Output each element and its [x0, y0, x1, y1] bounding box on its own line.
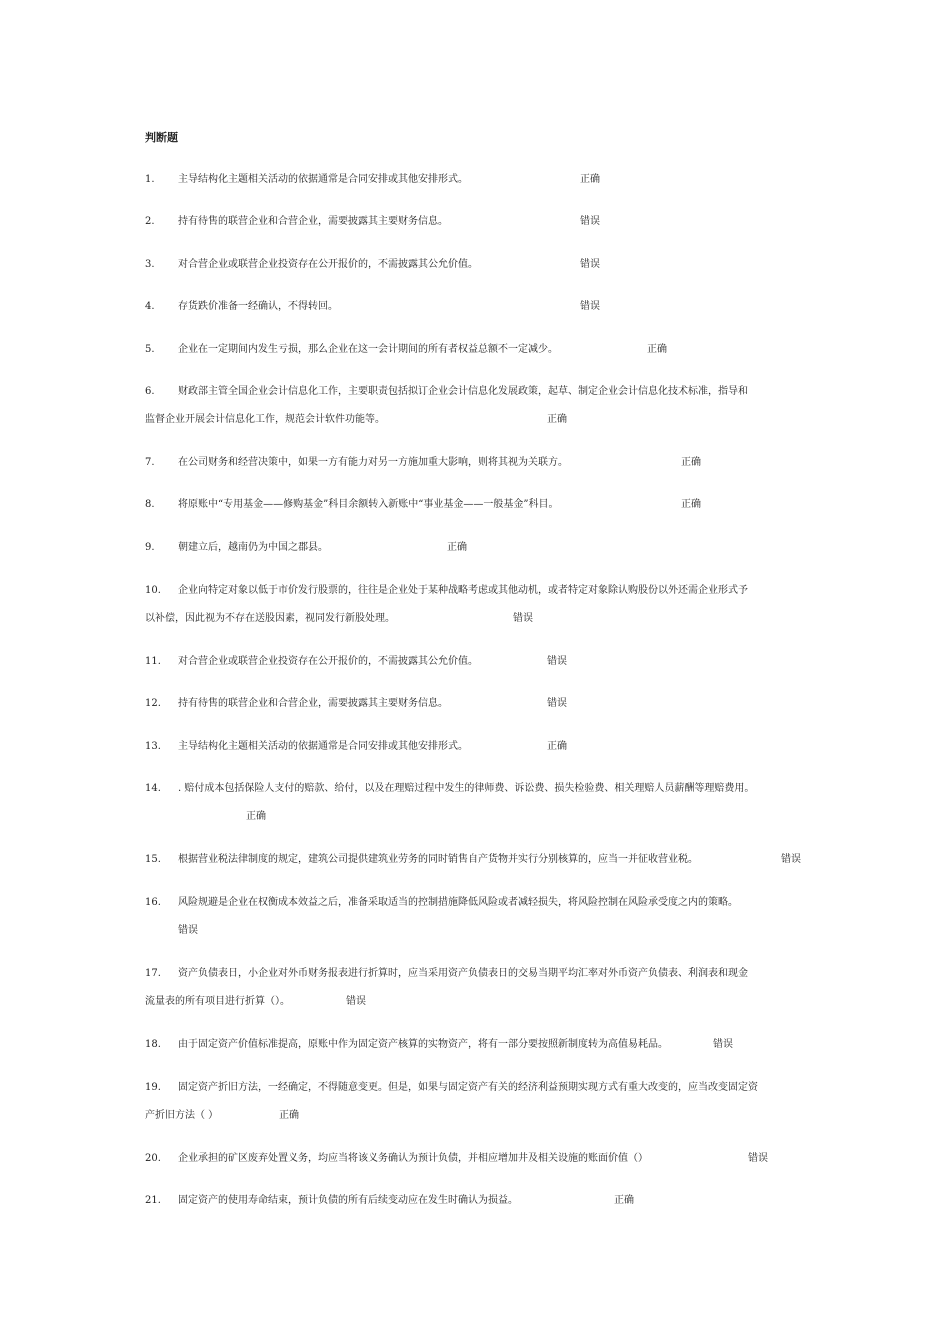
question-item	[145, 853, 810, 867]
question-text: 风险规避是企业在权衡成本效益之后，准备采取适当的控制措施降低风险或者减轻损失，将风险控制在风险承受度之内的策略。	[178, 897, 738, 908]
question-text: 由于固定资产价值标准提高，原账中作为固定资产核算的实物资产，将有一部分要按照新制度转为高值易耗品。	[178, 1039, 668, 1050]
answer-label: 正确	[647, 344, 667, 355]
question-text: 财政部主管全国企业会计信息化工作，主要职责包括拟订企业会计信息化发展政策，起草、制定企业会计信息化技术标准，指导和	[178, 386, 748, 397]
question-item	[145, 498, 810, 512]
answer-label: 正确	[547, 414, 567, 425]
question-number: 16.	[145, 897, 161, 908]
answer-label: 错误	[781, 854, 801, 865]
question-item	[145, 215, 810, 229]
answer-label: 错误	[547, 698, 567, 709]
question-text: 将原账中“专用基金——修购基金”科目余额转入新账中“事业基金——一般基金”科目。	[178, 499, 559, 510]
question-text: 存货跌价准备一经确认，不得转回。	[178, 301, 338, 312]
answer-label: 正确	[246, 811, 266, 822]
question-number: 11.	[145, 656, 161, 667]
answer-label: 正确	[547, 741, 567, 752]
question-number: 8.	[145, 499, 155, 510]
question-item	[145, 1194, 810, 1208]
answer-label: 正确	[447, 542, 467, 553]
question-text: 朝建立后，越南仍为中国之郡县。	[178, 542, 328, 553]
question-number: 10.	[145, 585, 161, 596]
answer-label: 错误	[513, 613, 533, 624]
question-text: 在公司财务和经营决策中，如果一方有能力对另一方施加重大影响，则将其视为关联方。	[178, 457, 568, 468]
answer-label: 正确	[681, 499, 701, 510]
question-item	[145, 456, 810, 470]
question-number: 5.	[145, 344, 155, 355]
question-item	[145, 1152, 810, 1166]
answer-label: 错误	[580, 301, 600, 312]
question-item	[145, 173, 810, 187]
question-item	[145, 385, 810, 427]
question-number: 20.	[145, 1153, 161, 1164]
question-text-continued: 以补偿，因此视为不存在送股因素，视同发行新股处理。	[145, 613, 395, 624]
question-item	[145, 258, 810, 272]
answer-label: 错误	[178, 925, 198, 936]
question-text: 企业承担的矿区废弃处置义务，均应当将该义务确认为预计负债，并相应增加井及相关设施的账面价值（）	[178, 1153, 648, 1164]
section-title: 判断题	[145, 131, 178, 144]
question-item	[145, 541, 810, 555]
question-text: 主导结构化主题相关活动的依据通常是合同安排或其他安排形式。	[178, 174, 468, 185]
question-number: 14.	[145, 783, 161, 794]
question-item	[145, 1081, 810, 1123]
question-number: 2.	[145, 216, 155, 227]
answer-label: 正确	[614, 1195, 634, 1206]
question-text: 资产负债表日，小企业对外币财务报表进行折算时，应当采用资产负债表日的交易当期平均汇率对外币资产负债表、利润表和现金	[178, 968, 748, 979]
question-number: 4.	[145, 301, 155, 312]
question-item	[145, 343, 810, 357]
question-number: 3.	[145, 259, 155, 270]
question-number: 7.	[145, 457, 155, 468]
question-text: 固定资产的使用寿命结束，预计负债的所有后续变动应在发生时确认为损益。	[178, 1195, 518, 1206]
answer-label: 错误	[748, 1153, 768, 1164]
answer-label: 错误	[580, 216, 600, 227]
question-number: 15.	[145, 854, 161, 865]
question-item	[145, 697, 810, 711]
question-number: 6.	[145, 386, 155, 397]
question-text-continued: 流量表的所有项目进行折算（）。	[145, 996, 290, 1007]
question-item	[145, 584, 810, 626]
question-item	[145, 896, 810, 936]
question-text: 企业在一定期间内发生亏损，那么企业在这一会计期间的所有者权益总额不一定减少。	[178, 344, 558, 355]
question-item	[145, 1038, 810, 1052]
question-text: 持有待售的联营企业和合营企业，需要披露其主要财务信息。	[178, 216, 448, 227]
question-text: 企业向特定对象以低于市价发行股票的，往往是企业处于某种战略考虑或其他动机，或者特定对象除认购股份以外还需企业形式予	[178, 585, 748, 596]
answer-label: 错误	[547, 656, 567, 667]
question-number: 12.	[145, 698, 161, 709]
question-number: 13.	[145, 741, 161, 752]
question-item	[145, 655, 810, 669]
question-text: 根据营业税法律制度的规定，建筑公司提供建筑业劳务的同时销售自产货物并实行分别核算的，应当一并征收营业税。	[178, 854, 698, 865]
answer-label: 错误	[346, 996, 366, 1007]
question-text-continued: 产折旧方法（ ）	[145, 1110, 219, 1121]
question-text-continued: 监督企业开展会计信息化工作，规范会计软件功能等。	[145, 414, 385, 425]
question-item	[145, 740, 810, 754]
question-text: 固定资产折旧方法，一经确定，不得随意变更。但是，如果与固定资产有关的经济利益预期实现方式有重大改变的，应当改变固定资	[178, 1082, 758, 1093]
question-number: 21.	[145, 1195, 161, 1206]
answer-label: 错误	[580, 259, 600, 270]
question-number: 9.	[145, 542, 155, 553]
answer-label: 正确	[681, 457, 701, 468]
question-text: 对合营企业或联营企业投资存在公开报价的，不需披露其公允价值。	[178, 656, 478, 667]
question-item	[145, 967, 810, 1009]
answer-label: 错误	[713, 1039, 733, 1050]
question-text: 对合营企业或联营企业投资存在公开报价的，不需披露其公允价值。	[178, 259, 478, 270]
question-item	[145, 300, 810, 314]
question-number: 18.	[145, 1039, 161, 1050]
question-number: 17.	[145, 968, 161, 979]
answer-label: 正确	[580, 174, 600, 185]
question-text: 主导结构化主题相关活动的依据通常是合同安排或其他安排形式。	[178, 741, 468, 752]
question-number: 19.	[145, 1082, 161, 1093]
question-item	[145, 782, 810, 822]
answer-label: 正确	[279, 1110, 299, 1121]
question-text: . 赔付成本包括保险人支付的赔款、给付，以及在理赔过程中发生的律师费、诉讼费、损失检验费、相关理赔人员薪酬等理赔费用。	[178, 783, 755, 794]
question-number: 1.	[145, 174, 155, 185]
question-text: 持有待售的联营企业和合营企业，需要披露其主要财务信息。	[178, 698, 448, 709]
